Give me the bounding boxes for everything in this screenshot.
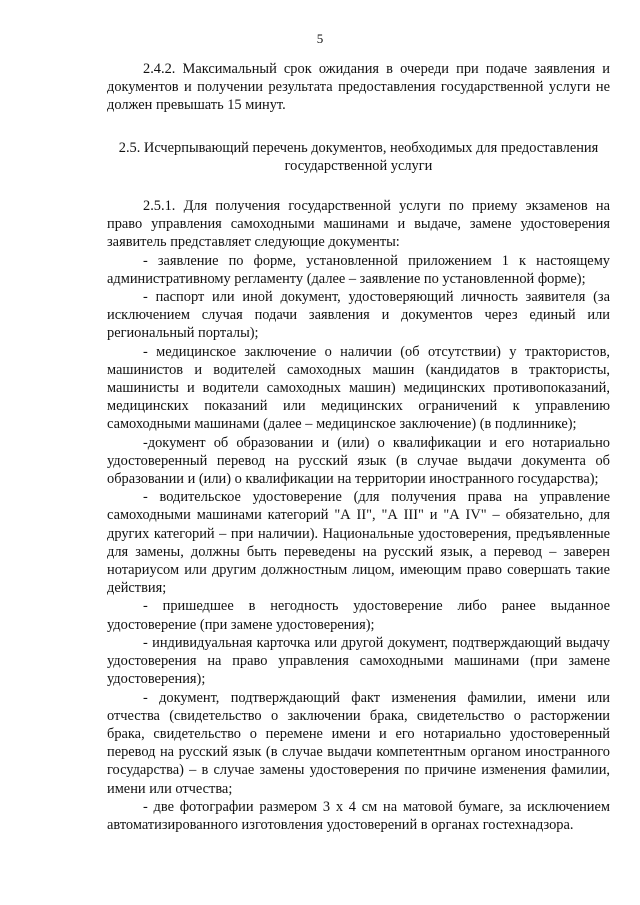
- list-item-education-document: -документ об образовании и (или) о квалификации и его нотариально удостоверенный перевод на русский язык (в случае выдачи документа об образовании и (или) о квалификации на территории иностранного государства);: [107, 434, 610, 488]
- section-heading-2-5: 2.5. Исчерпывающий перечень документов, необходимых для предоставления государственной услуги: [118, 139, 599, 174]
- list-item-medical-certificate: - медицинское заключение о наличии (об отсутствии) у трактористов, машинистов и водителей самоходных машин (кандидатов в трактористы, машинисты и водители самоходных машин) медицинских противопоказаний, медицинских показаний или медицинских ограничений к управлению самоходными машинами (далее – медицинское заключение) (в подлиннике);: [107, 343, 610, 433]
- document-body: [107, 60, 610, 834]
- list-item-photographs: - две фотографии размером 3 х 4 см на матовой бумаге, за исключением автоматизированного изготовления удостоверений в органах гостехнадзора.: [107, 798, 610, 833]
- paragraph-2-4-2: 2.4.2. Максимальный срок ожидания в очереди при подаче заявления и документов и получении результата предоставления государственной услуги не должен превышать 15 минут.: [107, 61, 610, 114]
- list-item-unusable-certificate: - пришедшее в негодность удостоверение либо ранее выданное удостоверение (при замене удостоверения);: [107, 598, 610, 633]
- list-item-driver-license: - водительское удостоверение (для получения права на управление самоходными машинами категорий "А II", "А III" и "А IV" – обязательно, для других категорий – при наличии). Национальные удостоверения, предъявленные для замены, должны быть переведены на русский язык, а перевод – заверен нотариусом или другим должностным лицом, имеющим право совершать такие действия;: [107, 489, 610, 597]
- page-number: 5: [316, 31, 324, 46]
- list-item-application-form: - заявление по форме, установленной приложением 1 к настоящему административному регламенту (далее – заявление по установленной форме);: [107, 252, 610, 287]
- list-item-individual-card: - индивидуальная карточка или другой документ, подтверждающий выдачу удостоверения на право управления самоходными машинами (при замене удостоверения);: [107, 634, 610, 688]
- list-item-name-change-document: - документ, подтверждающий факт изменения фамилии, имени или отчества (свидетельство о заключении брака, свидетельство о расторжении брака, свидетельство о перемене имени и его нотариально удостоверенный перевод на русский язык (в случае выдачи компетентным органом иностранного государства) – в случае замены удостоверения по причине изменения фамилии, имени или отчества;: [107, 689, 610, 797]
- paragraph-2-5-1: 2.5.1. Для получения государственной услуги по приему экзаменов на право управления самоходными машинами и выдаче, замене удостоверения заявитель представляет следующие документы:: [107, 198, 610, 251]
- list-item-passport: - паспорт или иной документ, удостоверяющий личность заявителя (за исключением случая подачи заявления и документов через единый или региональный порталы);: [107, 289, 610, 342]
